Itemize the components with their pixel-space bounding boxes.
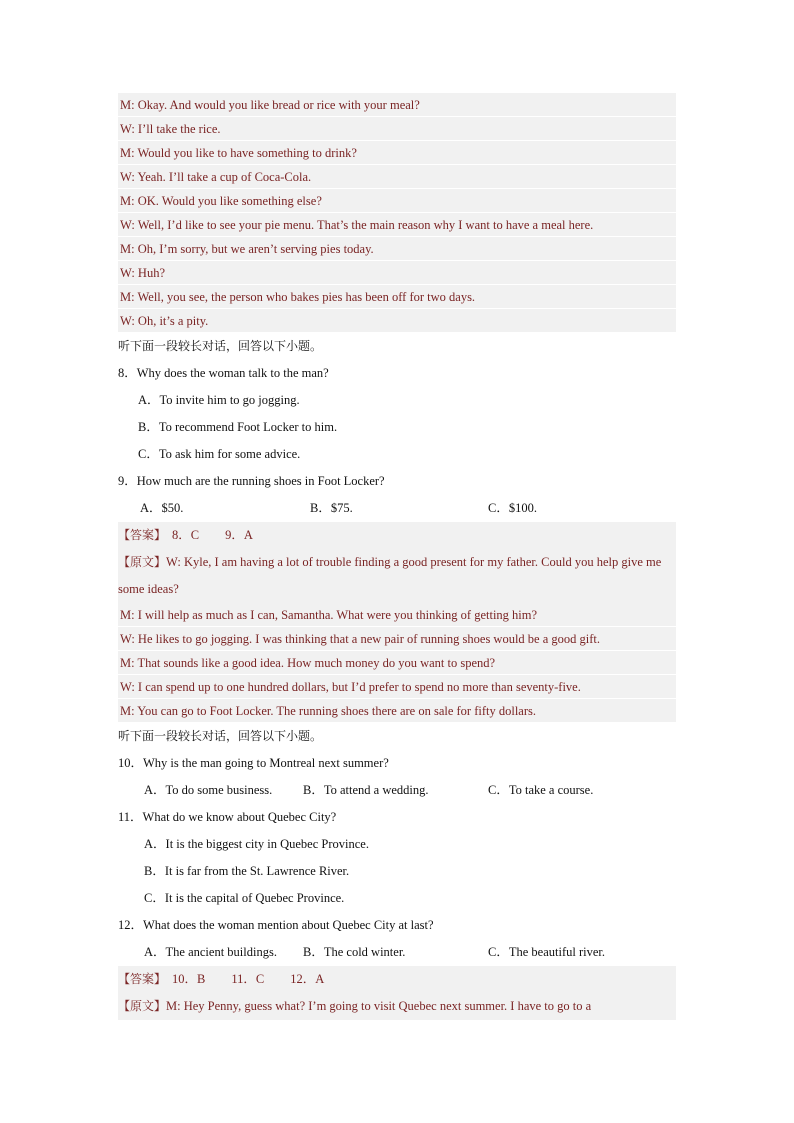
transcript-tag: 【原文】 — [118, 555, 167, 569]
dialogue-line: M: Oh, I’m sorry, but we aren’t serving pies today. — [118, 237, 676, 261]
question-10-option-a: A．To do some business. — [144, 783, 273, 797]
answer-value: 11．C — [231, 972, 265, 986]
section-intro: 听下面一段较长对话，回答以下小题。 — [118, 729, 323, 743]
question-10-option-b: B．To attend a wedding. — [303, 783, 429, 797]
answer-value: 10．B — [172, 972, 206, 986]
dialogue-line: M: OK. Would you like something else? — [118, 189, 676, 213]
transcript-text: M: Hey Penny, guess what? I’m going to visit Quebec next summer. I have to go to a — [166, 999, 592, 1013]
answer-block-2 — [118, 966, 676, 1020]
answer-value: 8．C — [172, 528, 200, 542]
dialogue-line: M: That sounds like a good idea. How much money do you want to spend? — [118, 651, 676, 675]
question-9-options — [118, 495, 676, 522]
dialogue-line: M: Okay. And would you like bread or rice with your meal? — [118, 93, 676, 117]
dialogue-line: M: Would you like to have something to drink? — [118, 141, 676, 165]
dialogue-line: W: I can spend up to one hundred dollars, but I’d prefer to spend no more than seventy-five. — [118, 675, 676, 699]
document-page — [118, 93, 676, 1020]
question-12-option-c: C．The beautiful river. — [488, 945, 605, 959]
question-12-option-b: B．The cold winter. — [303, 945, 406, 959]
dialogue-block-1 — [118, 93, 676, 333]
dialogue-line: W: Huh? — [118, 261, 676, 285]
dialogue-line: W: Well, I’d like to see your pie menu. That’s the main reason why I want to have a meal here. — [118, 213, 676, 237]
question-8-option-b: B．To recommend Foot Locker to him. — [138, 420, 338, 434]
question-10-stem: 10．Why is the man going to Montreal next summer? — [118, 756, 389, 770]
question-9-option-a: A．$50. — [140, 501, 184, 515]
question-9-stem: 9．How much are the running shoes in Foot Locker? — [118, 474, 385, 488]
question-8-stem: 8．Why does the woman talk to the man? — [118, 366, 329, 380]
answer-tag: 【答案】 — [118, 972, 167, 986]
answer-value: 9．A — [225, 528, 253, 542]
answer-value: 12．A — [290, 972, 325, 986]
question-8-option-a: A．To invite him to go jogging. — [138, 393, 300, 407]
answer-block-1 — [118, 522, 676, 723]
answer-line — [118, 966, 676, 993]
transcript-tag: 【原文】 — [118, 999, 167, 1013]
dialogue-line: W: Oh, it’s a pity. — [118, 309, 676, 333]
dialogue-line: M: Well, you see, the person who bakes pies has been off for two days. — [118, 285, 676, 309]
question-8-option-c: C．To ask him for some advice. — [138, 447, 301, 461]
dialogue-line: M: You can go to Foot Locker. The running shoes there are on sale for fifty dollars. — [118, 699, 676, 723]
question-10-options — [118, 777, 676, 804]
question-10-option-c: C．To take a course. — [488, 783, 594, 797]
question-11-option-c: C．It is the capital of Quebec Province. — [144, 891, 345, 905]
question-12-options — [118, 939, 676, 966]
question-11-stem: 11．What do we know about Quebec City? — [118, 810, 337, 824]
question-11-option-b: B．It is far from the St. Lawrence River. — [144, 864, 350, 878]
transcript-first — [118, 993, 676, 1020]
dialogue-line: W: He likes to go jogging. I was thinking that a new pair of running shoes would be a good gift. — [118, 627, 676, 651]
dialogue-line: W: Yeah. I’ll take a cup of Coca-Cola. — [118, 165, 676, 189]
answer-line — [118, 522, 676, 549]
dialogue-line: W: I’ll take the rice. — [118, 117, 676, 141]
question-9-option-b: B．$75. — [310, 501, 353, 515]
question-12-option-a: A．The ancient buildings. — [144, 945, 277, 959]
question-9-option-c: C．$100. — [488, 501, 537, 515]
answer-tag: 【答案】 — [118, 528, 167, 542]
transcript-text: W: Kyle, I am having a lot of trouble finding a good present for my father. Could you help give me some ideas? — [118, 555, 662, 596]
dialogue-line: M: I will help as much as I can, Samantha. What were you thinking of getting him? — [118, 603, 676, 627]
question-11-option-a: A．It is the biggest city in Quebec Province. — [144, 837, 369, 851]
transcript-first — [118, 549, 676, 603]
question-12-stem: 12．What does the woman mention about Quebec City at last? — [118, 918, 434, 932]
section-intro: 听下面一段较长对话，回答以下小题。 — [118, 339, 323, 353]
